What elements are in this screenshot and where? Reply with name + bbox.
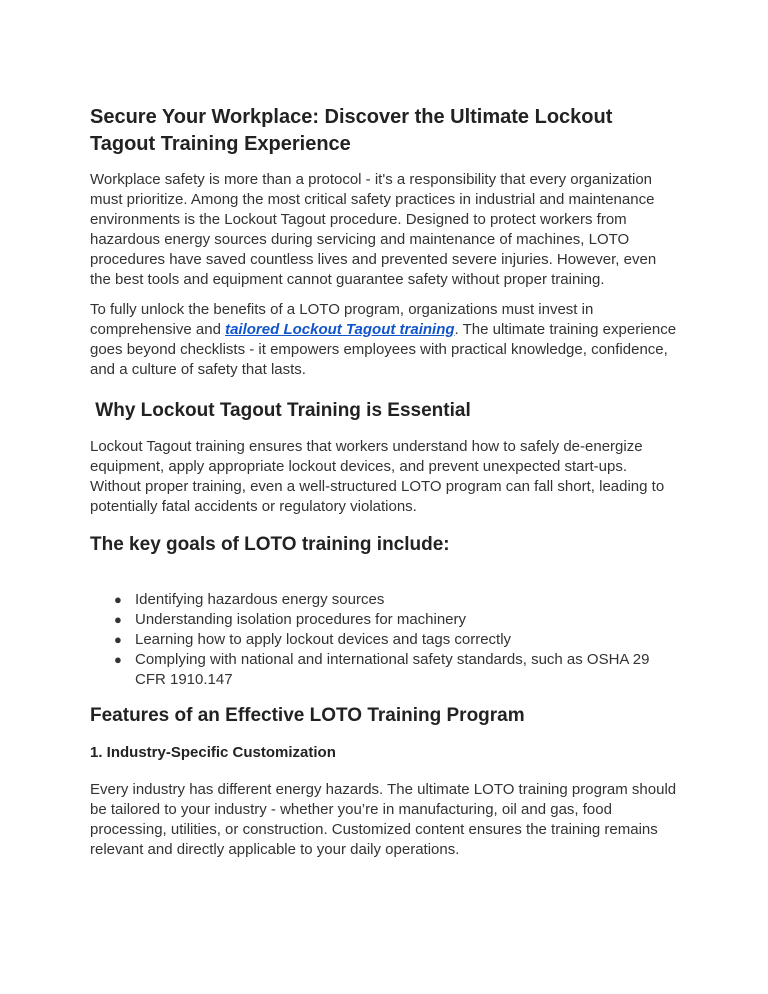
bullet-icon: ● bbox=[114, 612, 122, 627]
tailored-training-link[interactable]: tailored Lockout Tagout training bbox=[225, 321, 455, 338]
section-heading-why-training: Why Lockout Tagout Training is Essential bbox=[90, 400, 471, 421]
bullet-icon: ● bbox=[114, 632, 122, 647]
list-item-text: Learning how to apply lockout devices and tags correctly bbox=[135, 631, 512, 648]
key-goals-list bbox=[90, 590, 680, 690]
section-heading-key-goals: The key goals of LOTO training include: bbox=[90, 534, 450, 555]
list-item bbox=[90, 630, 680, 650]
bullet-icon: ● bbox=[114, 652, 122, 667]
list-item bbox=[90, 610, 680, 630]
section-heading-features: Features of an Effective LOTO Training Program bbox=[90, 705, 525, 726]
document-title: Secure Your Workplace: Discover the Ultimate Lockout Tagout Training Experience bbox=[90, 106, 613, 155]
list-item-text: Understanding isolation procedures for machinery bbox=[135, 611, 467, 628]
training-paragraph bbox=[90, 300, 680, 380]
why-training-paragraph: Lockout Tagout training ensures that workers understand how to safely de-energize equipment, apply appropriate lockout devices, and prevent unexpected start-ups. Without proper training, even a well-structured LOTO program can fall short, leading to potentially fatal accidents or regulatory violations. bbox=[90, 438, 665, 515]
paragraph-text: . The ultimate training experience goes beyond checklists - it empowers employees with practical knowledge, confidence, and a culture of safety that lasts. bbox=[90, 321, 677, 378]
subsection-heading-customization: 1. Industry-Specific Customization bbox=[90, 744, 336, 761]
list-item bbox=[90, 650, 680, 690]
bullet-icon: ● bbox=[114, 592, 122, 607]
list-item-text: Complying with national and international safety standards, such as OSHA 29 CFR 1910.147 bbox=[135, 651, 650, 688]
paragraph-text: To fully unlock the benefits of a LOTO program, organizations must invest in comprehensive and bbox=[90, 301, 594, 338]
list-item bbox=[90, 590, 680, 610]
intro-paragraph: Workplace safety is more than a protocol - it's a responsibility that every organization must prioritize. Among the most critical safety practices in industrial and maintenance environments is the Lockout Tagout procedure. Designed to protect workers from hazardous energy sources during servicing and maintenance of machines, LOTO procedures have saved countless lives and prevented severe injuries. However, even the best tools and equipment cannot guarantee safety without proper training. bbox=[90, 171, 657, 288]
customization-paragraph: Every industry has different energy hazards. The ultimate LOTO training program should be tailored to your industry - whether you’re in manufacturing, oil and gas, food processing, utilities, or construction. Customized content ensures the training remains relevant and directly applicable to your daily operations. bbox=[90, 781, 677, 858]
list-item-text: Identifying hazardous energy sources bbox=[135, 591, 385, 608]
